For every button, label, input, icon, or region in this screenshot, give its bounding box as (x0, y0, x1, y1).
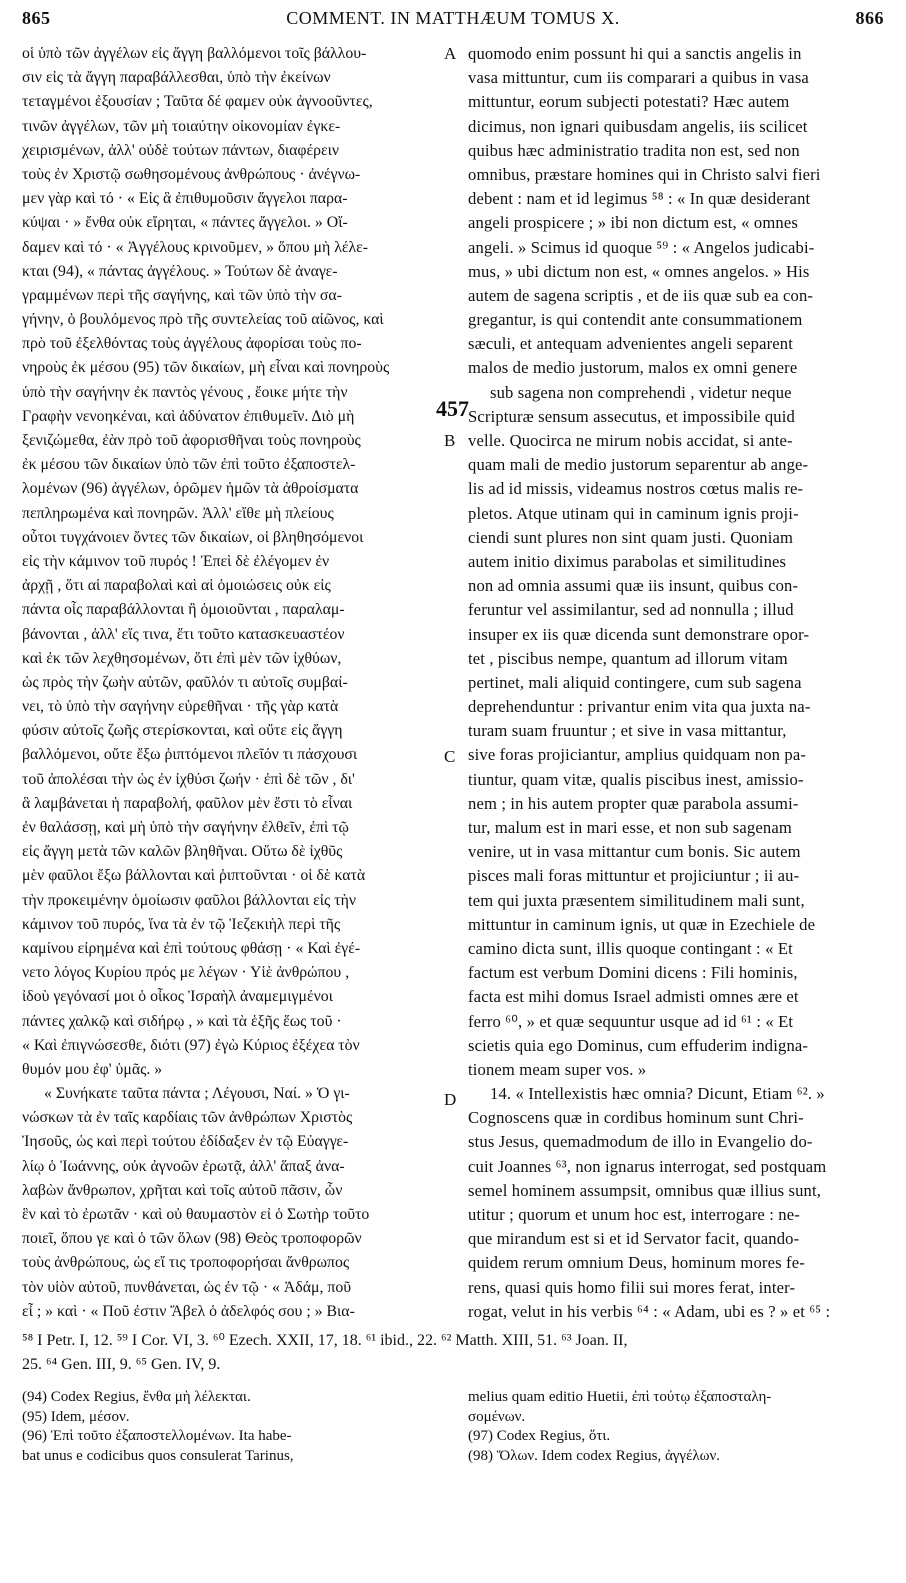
text-line: Scripturæ sensum assecutus, et impossibile quid (468, 406, 795, 426)
text-line: πάντες χαλκῷ καὶ σιδήρῳ , » καὶ τὰ ἑξῆς ἕως τοῦ · (22, 1012, 342, 1030)
text-line: εἰς τὴν κάμινον τοῦ πυρός ! Ἐπεὶ δὲ ἐλέγομεν ἐν (22, 552, 330, 570)
folio-number: 457 (436, 396, 469, 421)
text-line: 14. « Intellexistis hæc omnia? Dicunt, Etiam ⁶². » (490, 1084, 825, 1104)
text-line: λαβὼν ἄνθρωπον, χρῆται καὶ τοῖς αὐτοῦ πᾶσιν, ὧν (22, 1181, 343, 1199)
footnote: bat unus e codicibus quos consulerat Tarinus, (22, 1447, 294, 1464)
text-line: νει, τὸ ὑπὸ τὴν σαγήνην εὑρεθῆναι · τῆς γὰρ κατὰ (22, 698, 339, 716)
text-line: lis ad id missis, videamus nostros cœtus malis re- (468, 479, 804, 499)
text-line: χειρισμένων, ἀλλ' οὐδὲ τούτων πάντων, διαφέρειν (22, 141, 340, 159)
text-line: non ad omnia assumi quæ iis insunt, quibus con- (468, 576, 799, 596)
text-line: dicimus, non ignari quibusdam angelis, iis scilicet (468, 116, 808, 136)
text-line: « Καὶ ἐπιγνώσεσθε, διότι (97) ἐγὼ Κύριος ἐξέχεα τὸν (22, 1036, 360, 1054)
text-line: ciendi sunt plures non sint quam justi. Quoniam (468, 527, 794, 547)
text-line: τὴν προκειμένην ὁμοίωσιν φαῦλοι βάλλονται εἰς τὴν (22, 891, 356, 909)
text-line: rens, quasi quis homo filii sui mores ferat, inter- (468, 1277, 796, 1297)
footnote: (95) Idem, μέσον. (22, 1408, 130, 1425)
text-line: malos de medio justorum, malos ex omni genere (468, 358, 798, 378)
text-line: ποιεῖ, ὅπου γε καὶ ὁ τῶν ὅλων (98) Θεὸς τροποφορῶν (22, 1230, 362, 1248)
text-line: stus Jesus, quemadmodum de illo in Evangelio do- (468, 1132, 813, 1152)
text-line: τὸν υἱὸν αὐτοῦ, πυνθάνεται, ὡς ἐν τῷ · « Ἀδάμ, ποῦ (22, 1278, 352, 1296)
text-line: feruntur vel assimilantur, sed ad nonnulla ; illud (468, 600, 794, 620)
footnotes-left (22, 1388, 442, 1466)
text-line: καμίνου εἰρημένα καὶ ἐπὶ τούτους φθάσῃ · « Καὶ ἐγέ- (22, 939, 361, 957)
text-line: angeli prospicere ; » ibi non dictum est, « omnes (468, 213, 798, 233)
text-line: mittuntur in caminum ignis, ut quæ in Ezechiele de (468, 914, 816, 934)
text-line: « Συνήκατε ταῦτα πάντα ; Λέγουσι, Ναί. » Ὁ γι- (44, 1085, 350, 1103)
text-line: Ἰησοῦς, ὡς καὶ περὶ τούτου ἐδίδαξεν ἐν τῷ Εὐαγγε- (22, 1133, 349, 1151)
text-line: μὲν φαῦλοι ἔξω βάλλονται καὶ ῥιπτοῦνται · οἱ δὲ κατὰ (22, 867, 366, 885)
footnote: σομένων. (468, 1408, 526, 1425)
margin-letter-d: D (444, 1090, 457, 1109)
text-line: ὑπὸ τὴν σαγήνην ἐκ παντὸς γένους , ἔοικε μήτε τὴν (22, 383, 348, 401)
text-line: tiuntur, quam vitæ, qualis piscibus inest, amissio- (468, 769, 804, 789)
reference-line: 25. ⁶⁴ Gen. III, 9. ⁶⁵ Gen. IV, 9. (22, 1356, 221, 1373)
page-number-right: 866 (855, 8, 884, 28)
text-line: τινῶν ἀγγέλων, τῶν μὴ τοιαύτην οἰκονομίαν ἐγκε- (22, 117, 341, 135)
text-line: insuper ex iis quæ dicenda sunt demonstrare opor- (468, 624, 810, 644)
text-line: tet , piscibus nempe, quantum ad illorum vitam (468, 648, 788, 668)
footnote: melius quam editio Huetii, ἐπὶ τούτῳ ἐξαποσταλη- (468, 1389, 772, 1405)
text-line: λομένων (96) ἀγγέλων, ὁρῶμεν ἡμῶν τὰ ἀθροίσματα (22, 480, 359, 498)
text-line: semel hominem assumpsit, omnibus quæ illius sunt, (468, 1180, 822, 1200)
text-line: turam suam fruuntur ; et sive in vasa mittantur, (468, 721, 787, 741)
text-line: debent : nam et id legimus ⁵⁸ : « In quæ desiderant (468, 189, 811, 209)
text-line: autem de sagena scriptis , et de iis quæ sub ea con- (468, 285, 814, 305)
greek-text-column (22, 42, 440, 1324)
text-line: θυμόν μου ἐφ' ὑμᾶς. » (22, 1060, 163, 1078)
text-line: tionem meam super vos. » (468, 1059, 647, 1079)
text-line: οἱ ὑπὸ τῶν ἀγγέλων εἰς ἄγγη βαλλόμενοι τοῖς βάλλου- (22, 45, 367, 62)
text-line: ἰδοὺ γεγόνασί μοι ὁ οἶκος Ἰσραὴλ ἀναμεμιγμένοι (22, 988, 333, 1006)
text-line: πεπληρωμένα καὶ πονηρῶν. Ἀλλ' εἴθε μὴ πλείους (22, 504, 334, 522)
text-line: autem initio diximus parabolas et similitudines (468, 551, 787, 571)
text-line: velle. Quocirca ne mirum nobis accidat, si ante- (468, 431, 793, 450)
text-line: deprehenduntur : privantur enim vita qua juxta na- (468, 697, 811, 717)
text-line: ἐν θαλάσσῃ, καὶ μὴ ὑπὸ τὴν σαγήνην ἐλθεῖν, ἐπὶ τῷ (22, 819, 349, 836)
text-line: τοῦ ἀπολέσαι τὴν ὡς ἐν ἰχθύσι ζωήν · ἐπὶ δὲ τῶν , δι' (22, 770, 355, 788)
footnote: (94) Codex Regius, ἔνθα μὴ λέλεκται. (22, 1389, 251, 1405)
margin-letter-a: A (444, 44, 457, 63)
text-line: pertinet, mali aliquid contingere, cum sub sagena (468, 672, 802, 692)
text-line: tem qui juxta præsentem similitudinem mali sunt, (468, 890, 805, 910)
text-line: facta est mihi domus Israel admisti omnes ære et (468, 987, 799, 1007)
text-line: angeli. » Scimus id quoque ⁵⁹ : « Angelos judicabi- (468, 237, 815, 257)
text-line: πρὸ τοῦ ἐξελθόντας τοὺς ἀγγέλους ἀφορίσαι τοὺς πο- (22, 335, 362, 353)
text-line: φύσιν αὐτοῖς ζωῆς στερίσκονται, καὶ οὔτε εἰς ἄγγη (22, 722, 343, 740)
running-title: COMMENT. IN MATTHÆUM TOMUS X. (286, 8, 620, 28)
text-line: sub sagena non comprehendi , videtur neque (490, 382, 792, 402)
footnote: (97) Codex Regius, ὅτι. (468, 1428, 611, 1444)
margin-letter-c: C (444, 747, 456, 766)
text-line: pletos. Atque utinam qui in caminum ignis proji- (468, 503, 799, 523)
text-line: factum est verbum Domini dicens : Fili hominis, (468, 963, 798, 983)
text-line: rogat, velut in his verbis ⁶⁴ : « Adam, ubi es ? » et ⁶⁵ : (468, 1301, 831, 1321)
margin-letter-b: B (444, 431, 456, 450)
text-line: τοὺς ἀνθρώπους, ὡς εἴ τις τροποφορήσαι ἄνθρωπος (22, 1254, 350, 1272)
text-line: cuit Joannes ⁶³, non ignarus interrogat, sed postquam (468, 1156, 827, 1176)
text-line: quam mali de medio justorum separentur ab ange- (468, 455, 809, 475)
text-line: οὗτοι τυγχάνοιεν ὄντες τῶν δικαίων, οἱ βληθησόμενοι (22, 528, 364, 546)
text-line: sive foras projiciantur, amplius quidquam non pa- (468, 745, 807, 765)
text-line: σιν εἰς τὰ ἄγγη παραβάλλεσθαι, ὑπὸ τὴν ἐκείνων (22, 69, 331, 87)
reference-line: ⁵⁸ I Petr. I, 12. ⁵⁹ I Cor. VI, 3. ⁶⁰ Ezech. XXII, 17, 18. ⁶¹ ibid., 22. ⁶² Matth. XIII, 51. ⁶³ Joan. II, (22, 1332, 628, 1349)
text-line: εἰς ἄγγη μετὰ τῶν καλῶν βληθῆναι. Οὕτω δὲ ἰχθῦς (22, 843, 343, 861)
text-line: νηροὺς ἐκ μέσου (95) τῶν δικαίων, μὴ εἶναι καὶ πονηροὺς (22, 359, 390, 377)
text-line: scietis quia ego Dominus, cum effuderim indigna- (468, 1035, 809, 1055)
text-line: gregantur, is qui contendit ante consummationem (468, 310, 803, 330)
text-line: camino dicta sunt, illis quoque contingant : « Et (468, 938, 793, 958)
text-line: κάμινον τοῦ πυρός, ἵνα τὰ ἐν τῷ Ἰεζεκιὴλ περὶ τῆς (22, 915, 341, 933)
text-line: quomodo enim possunt hi qui a sanctis angelis in (468, 44, 802, 63)
text-line: δαμεν καὶ τό · « Ἀγγέλους κρινοῦμεν, » ὅπου μὴ λέλε- (22, 238, 369, 256)
latin-text-column (468, 42, 882, 1324)
text-line: κύψαι · » ἔνθα οὐκ εἴρηται, « πάντες ἄγγελοι. » Οἴ- (22, 214, 348, 232)
text-line: quibus hæc administratio tradita non est, sed non (468, 140, 800, 160)
footnote: (98) Ὅλων. Idem codex Regius, ἀγγέλων. (468, 1447, 721, 1464)
text-line: νώσκων τὰ ἐν ταῖς καρδίαις τῶν ἀνθρώπων Χριστὸς (22, 1109, 353, 1127)
text-line: ἃ λαμβάνεται ἡ παραβολή, φαῦλον μὲν ἔστι τὸ εἶναι (22, 794, 353, 812)
text-line: καὶ ἐκ τῶν λεχθησομένων, ὅτι ἐπὶ μὲν τῶν ἰχθύων, (22, 649, 342, 667)
text-line: venire, ut in vasa mittantur cum bonis. Sic autem (468, 842, 801, 862)
text-line: νετο λόγος Κυρίου πρός με λέγων · Υἱὲ ἀνθρώπου , (22, 964, 350, 982)
text-line: γήνην, ὁ βουλόμενος πρὸ τῆς συντελείας τοῦ αἰῶνος, καὶ (22, 311, 384, 329)
text-line: εἶ ; » καὶ · « Ποῦ ἐστιν Ἄβελ ὁ ἀδελφός σου ; » Βια- (22, 1302, 355, 1320)
text-line: ferro ⁶⁰, » et quæ sequuntur usque ad id ⁶¹ : « Et (468, 1011, 794, 1031)
text-line: πάντα οἷς παραβάλλονται ἢ ὁμοιοῦνται , παραλαμ- (22, 601, 345, 619)
text-line: ξενιζώμεθα, ἐὰν πρὸ τοῦ ἀφορισθῆναι τοὺς πονηροὺς (22, 432, 361, 449)
text-line: sæculi, et antequam advenientes angeli separent (468, 334, 793, 354)
text-line: Cognoscens quæ in cordibus hominum sunt Chri- (468, 1108, 804, 1128)
text-line: ἐκ μέσου τῶν δικαίων ὑπὸ τῶν ἐπὶ τοῦτο ἐξαποστελ- (22, 456, 356, 474)
text-line: quidem rerum omnium Deus, hominum mores fe- (468, 1253, 805, 1273)
text-line: nem ; in his autem propter quæ parabola assumi- (468, 793, 799, 813)
text-line: τεταγμένοι ἐξουσίαν ; Ταῦτα δέ φαμεν οὐκ ἀγνοοῦντες, (22, 93, 373, 111)
text-line: omnibus, præstare homines qui in Christo salvi fieri (468, 164, 821, 184)
running-header (22, 8, 884, 32)
text-line: tur, malum est in mari esse, et non sub sagenam (468, 818, 792, 837)
text-line: vasa mittuntur, cum iis comparari a quibus in vasa (468, 68, 809, 88)
text-line: utitur ; quorum et unum hoc est, interrogare : ne- (468, 1205, 800, 1224)
text-line: μεν γὰρ καὶ τό · « Εἰς ἃ ἐπιθυμοῦσιν ἄγγελοι παρα- (22, 190, 348, 208)
text-line: κται (94), « πάντας ἀγγέλους. » Τούτων δὲ ἀναγε- (22, 262, 338, 280)
text-line: ὡς πρὸς τὴν ζωὴν αὐτῶν, φαῦλόν τι αὐτοῖς συμβαί- (22, 673, 348, 691)
text-line: ἓν καὶ τὸ ἐρωτᾶν · καὶ οὐ θαυμαστὸν εἰ ὁ Σωτὴρ τοῦτο (22, 1206, 370, 1223)
text-line: Γραφὴν νενοηκέναι, καὶ ἀδύνατον ἐπιθυμεῖν. Διὸ μὴ (22, 407, 355, 425)
text-line: mus, » ubi dictum non est, « omnes angelos. » His (468, 261, 810, 281)
text-line: ἀρχῇ , ὅτι αἱ παραβολαὶ καὶ αἱ ὁμοιώσεις οὐκ εἰς (22, 577, 331, 595)
footnotes-right (468, 1388, 882, 1466)
text-line: βάνονται , ἀλλ' εἴς τινα, ἔτι τοῦτο κατασκευαστέον (22, 625, 345, 643)
text-line: pisces mali foras mittuntur et projiciuntur ; ii au- (468, 866, 800, 886)
text-line: mittuntur, eorum subjecti potestati? Hæc autem (468, 92, 790, 112)
footnote: (96) Ἐπὶ τοῦτο ἐξαποστελλομένων. Ita habe- (22, 1428, 292, 1444)
text-line: λίῳ ὁ Ἰωάννης, οὐκ ἀγνοῶν ἐρωτᾷ, ἀλλ' ἅπαξ ἀνα- (22, 1157, 345, 1175)
scripture-references (22, 1329, 884, 1377)
text-line: que mirandum est si et id Servator facit, quando- (468, 1229, 800, 1249)
text-line: τοὺς ἐν Χριστῷ σωθησομένους ἀνθρώπους · ἀνέγνω- (22, 165, 361, 183)
text-line: γραμμένων περὶ τῆς σαγήνης, καὶ τῶν ὑπὸ τὴν σα- (22, 286, 342, 304)
text-line: βαλλόμενοι, οὔτε ἔξω ῥιπτόμενοι πλεῖόν τι πάσχουσι (22, 746, 358, 764)
page-number-left: 865 (22, 8, 51, 28)
